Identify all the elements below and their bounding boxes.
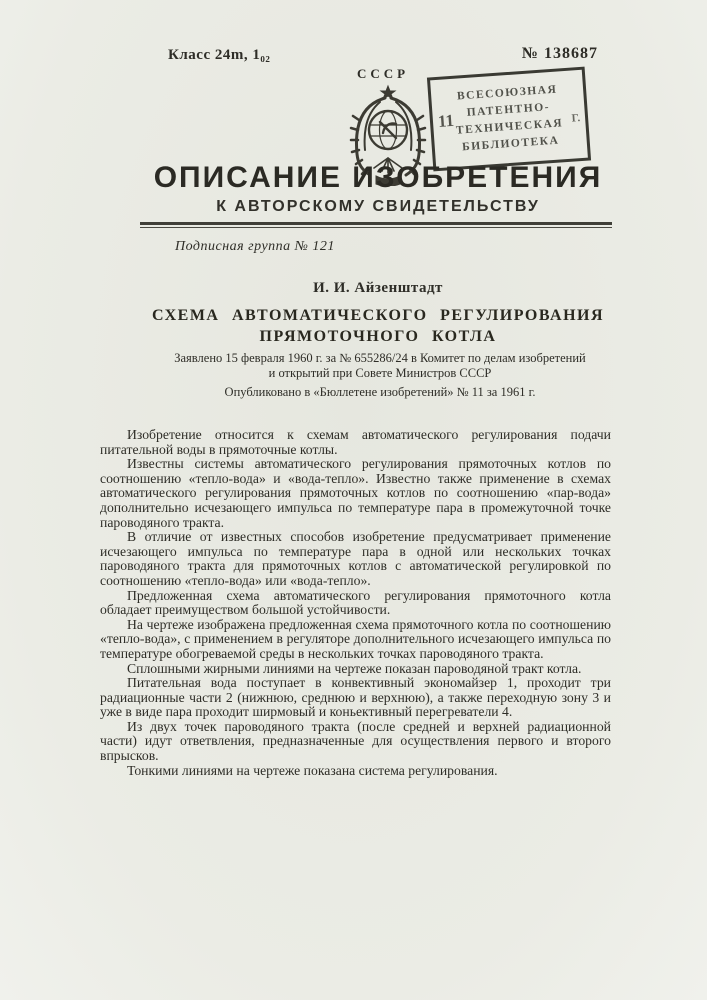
filing-info-line1: Заявлено 15 февраля 1960 г. за № 655286/24 в Комитет по делам изобретений [174, 351, 586, 365]
description-body [100, 428, 611, 778]
class-label: Класс 24m, 1₀₂ [168, 47, 271, 63]
library-stamp [427, 67, 591, 172]
paragraph: Питательная вода поступает в конвективный экономайзер 1, проходит три радиационные части 2 (нижнюю, среднюю и верхнюю), а также переходную зону 3 и уже в виде пара проходит ширмовый и коньективный перегреватели 4. [100, 675, 611, 720]
filing-info [110, 351, 650, 381]
filing-info-line2: и открытий при Совете Министров СССР [268, 366, 492, 380]
paragraph: Предложенная схема автоматического регулирования прямоточного котла обладает преимуществом большой устойчивости. [100, 587, 611, 618]
stamp-right-mark: Г. [571, 112, 581, 125]
subscription-group: Подписная группа № 121 [175, 239, 335, 254]
stamp-line: ВСЕСОЮЗНАЯ [456, 83, 558, 103]
document-title: ОПИСАНИЕ ИЗОБРЕТЕНИЯ [153, 161, 603, 194]
paragraph: Сплошными жирными линиями на чертеже показан пароводяной тракт котла. [127, 660, 582, 676]
stamp-line: БИБЛИОТЕКА [461, 134, 560, 154]
invention-title-line2: ПРЯМОТОЧНОГО КОТЛА [259, 328, 497, 345]
stamp-line: ТЕХНИЧЕСКАЯ [455, 117, 564, 137]
invention-title-line1: СХЕМА АВТОМАТИЧЕСКОГО РЕГУЛИРОВАНИЯ [151, 307, 605, 324]
author-name: И. И. Айзенштадт [313, 280, 443, 296]
stamp-line: ПАТЕНТНО- [466, 101, 551, 119]
paragraph: Изобретение относится к схемам автоматического регулирования подачи питательной воды в прямоточные котлы. [100, 427, 611, 457]
publication-info: Опубликовано в «Бюллетене изобретений» № 11 за 1961 г. [224, 385, 536, 399]
header-divider [140, 222, 612, 228]
invention-title [128, 305, 628, 347]
paragraph: На чертеже изображена предложенная схема прямоточного котла по соотношению «тепло-вода», с применением в регуляторе дополнительного исчезающего импульса по температуре обогреваемой среды в нескольких точках пароводяного тракта. [100, 616, 611, 661]
stamp-left-mark: 11 [437, 110, 455, 131]
paragraph: В отличие от известных способов изобретение предусматривает применение исчезающего импульса по температуре пара в одной или нескольких точках пароводяного тракта для прямоточных котлов с автоматической регулировкой по соотношению «тепло-вода» или «вода-тепло». [100, 529, 611, 588]
country-label: СССР [356, 66, 410, 81]
paragraph: Тонкими линиями на чертеже показана система регулирования. [127, 762, 498, 778]
document-number: № 138687 [521, 45, 598, 62]
document-subtitle: К АВТОРСКОМУ СВИДЕТЕЛЬСТВУ [216, 198, 540, 215]
paragraph: Известны системы автоматического регулирования прямоточных котлов по соотношению «тепло-вода» и «вода-тепло». Известно также применение в схемах автоматического регулирования прямоточных котлов по соотношению «пар-вода» дополнительно исчезающего импульса по температуре пара в промежуточной точке пароводяного тракта. [100, 456, 611, 530]
paragraph: Из двух точек пароводяного тракта (после средней и верхней радиационной части) идут ответвления, предназначенные для осуществления первого и второго впрысков. [100, 718, 611, 764]
